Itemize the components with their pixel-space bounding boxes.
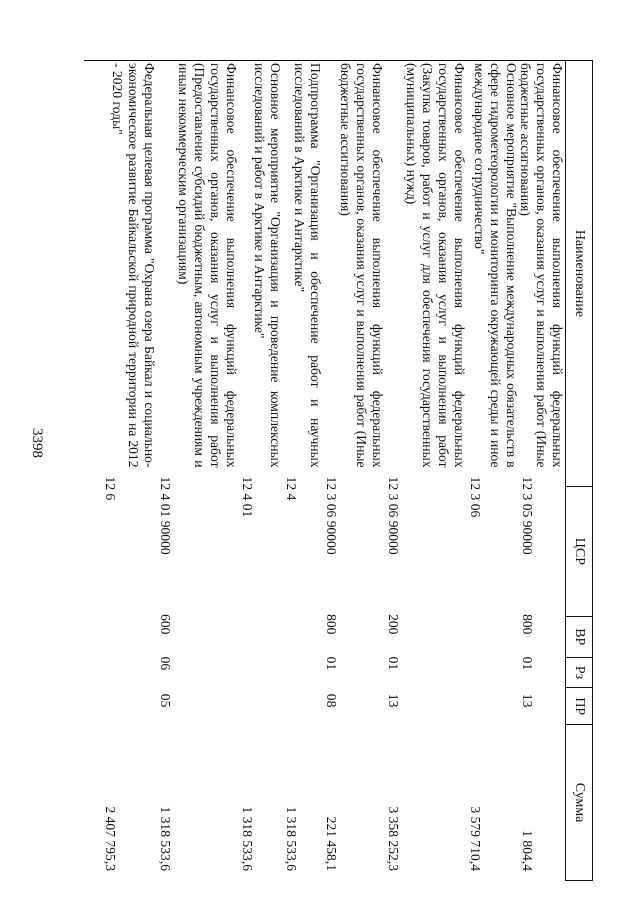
row-sum: 1 318 533,6 [283,806,299,872]
row-pr: 13 [385,693,401,708]
row-rz: 06 [157,656,173,671]
header-pr: ПР [566,688,592,725]
row-csr: 12 6 [102,476,118,501]
row-vr: 200 [385,614,401,635]
row-sum: 1 318 533,6 [157,806,173,872]
row-csr: 12 3 05 90000 [519,476,535,555]
row-name: Подпрограмма "Организация и обеспечение работ и научных исследований в Арктике и Антарктике" [292,63,323,468]
row-vr: 800 [519,614,535,635]
row-pr: 05 [157,693,173,708]
row-pr: 13 [519,693,535,708]
row-csr: 12 3 06 [467,476,483,518]
table-row [102,61,157,881]
row-pr: 08 [323,693,339,708]
table-row [323,61,385,881]
budget-table [84,60,593,881]
header-csr: ЦСР [566,487,592,617]
row-name: Основное мероприятие "Выполнение международных обязательств в сфере гидрометеорологии и мониторинга окружающей среды и иное международное сотрудничество" [472,63,519,468]
table-row [283,61,323,881]
row-csr: 12 4 [283,476,299,501]
page-number: 3398 [29,428,45,458]
header-name: Наименование [566,61,592,487]
row-rz: 01 [519,656,535,671]
table-row [157,61,239,881]
header-sum: Сумма [566,725,592,881]
row-csr: 12 4 01 90000 [157,476,173,555]
row-name: Основное мероприятие "Организация и проведение комплексных исследований и работ в Арктике и Антарктике" [252,63,283,468]
row-rz: 01 [323,656,339,671]
table-row [385,61,467,881]
row-sum: 1 804,4 [519,830,535,872]
row-name: Финансовое обеспечение выполнения функций федеральных государственных органов, оказания услуг и выполнения работ (Иные бюджетные ассигнования) [338,63,385,468]
row-sum: 3 358 252,3 [385,806,401,872]
row-csr: 12 3 06 90000 [323,476,339,555]
table-row [519,61,565,881]
header-rz: Рз [566,658,592,689]
row-vr: 800 [323,614,339,635]
row-name: Финансовое обеспечение выполнения функций федеральных государственных органов, оказания услуг и выполнения работ (Предоставление субсидий бюджетным, автономным учреждениям и иным некоммерческим организациям) [176,63,239,468]
row-name: Финансовое обеспечение выполнения функций федеральных государственных органов, оказания услуг и выполнения работ (Закупка товаров, работ и услуг для обеспечения государственных (муниципальных) нужд) [404,63,467,468]
row-sum: 2 407 795,3 [102,806,118,872]
row-vr: 600 [157,614,173,635]
table-header [565,61,592,881]
row-sum: 3 579 710,4 [467,806,483,872]
header-vr: ВР [566,617,592,658]
row-rz: 01 [385,656,401,671]
row-csr: 12 3 06 90000 [385,476,401,555]
row-sum: 221 458,1 [323,816,339,872]
row-sum: 1 318 533,6 [239,806,255,872]
row-name: Федеральная целевая программа "Охрана озера Байкал и социально-экономическое развитие Байкальской природной территории на 2012 - 2020 годы" [110,63,157,468]
row-name: Финансовое обеспечение выполнения функций федеральных государственных органов, оказания услуг и выполнения работ (Иные бюджетные ассигнования) [518,63,565,468]
table-row [467,61,519,881]
table-row [239,61,283,881]
row-csr: 12 4 01 [239,476,255,518]
